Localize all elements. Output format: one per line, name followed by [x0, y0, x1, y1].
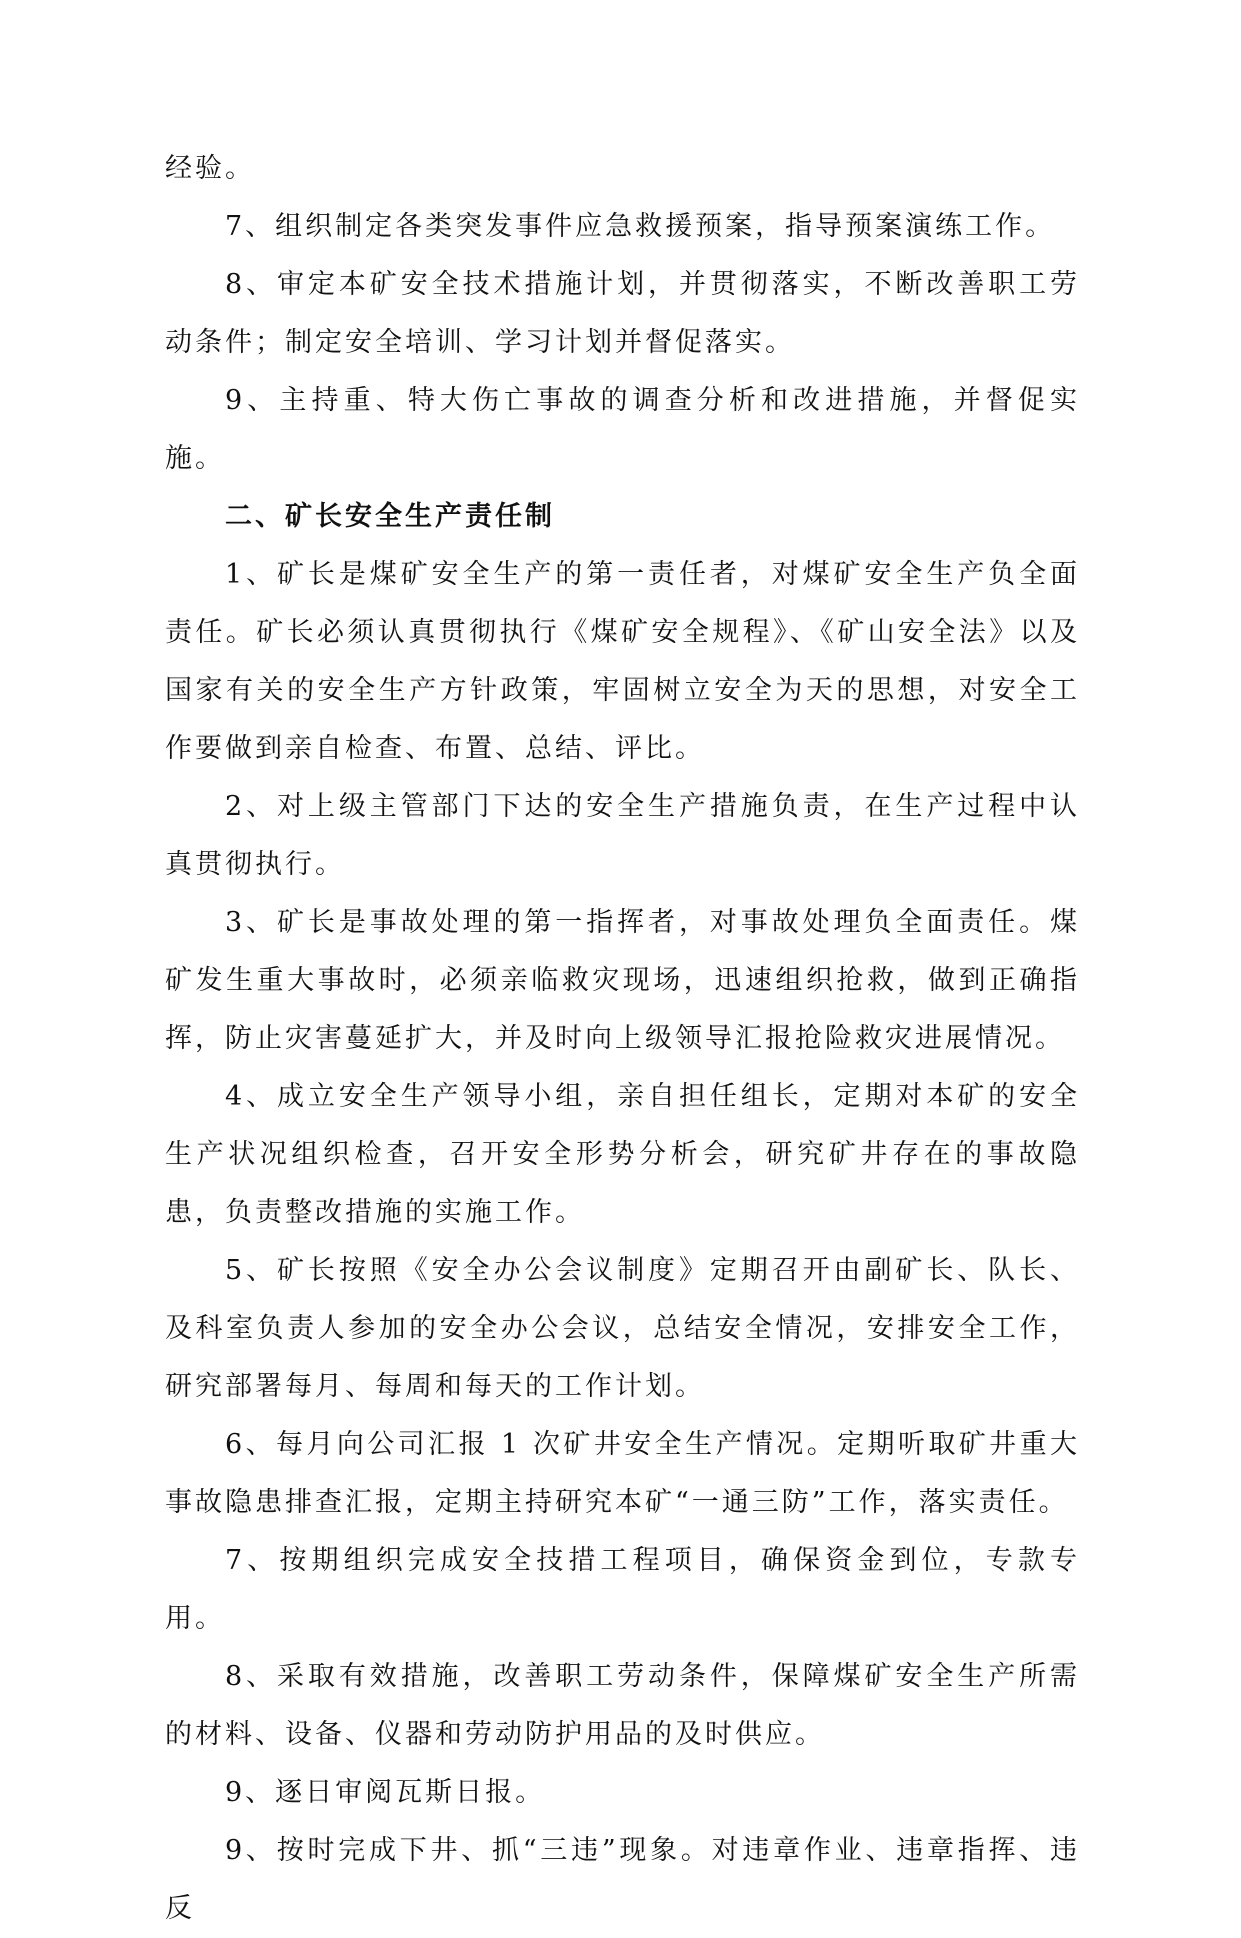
paragraph-item-7: 7、组织制定各类突发事件应急救援预案，指导预案演练工作。: [225, 211, 1056, 242]
section-paragraph-9a: 9、逐日审阅瓦斯日报。: [225, 1777, 546, 1808]
section-heading: 二、矿长安全生产责任制: [225, 501, 555, 532]
section-paragraph-3: 3、矿长是事故处理的第一指挥者，对事故处理负全面责任。煤矿发生重大事故时，必须亲临救灾现场，迅速组织抢救，做到正确指挥，防止灾害蔓延扩大，并及时向上级领导汇报抢险救灾进展情况。: [165, 907, 1080, 1054]
paragraph-item-9: 9、主持重、特大伤亡事故的调查分析和改进措施，并督促实施。: [165, 385, 1080, 474]
continuation-text: 经验。: [165, 153, 255, 184]
section-paragraph-6: 6、每月向公司汇报 1 次矿井安全生产情况。定期听取矿井重大事故隐患排查汇报，定期主持研究本矿“一通三防”工作，落实责任。: [165, 1429, 1080, 1518]
document-body: [165, 140, 1080, 1938]
section-paragraph-2: 2、对上级主管部门下达的安全生产措施负责，在生产过程中认真贯彻执行。: [165, 791, 1080, 880]
section-paragraph-5: 5、矿长按照《安全办公会议制度》定期召开由副矿长、队长、及科室负责人参加的安全办公会议，总结安全情况，安排安全工作，研究部署每月、每周和每天的工作计划。: [165, 1255, 1080, 1402]
section-paragraph-8: 8、采取有效措施，改善职工劳动条件，保障煤矿安全生产所需的材料、设备、仪器和劳动防护用品的及时供应。: [165, 1661, 1080, 1750]
section-paragraph-7: 7、按期组织完成安全技措工程项目，确保资金到位，专款专用。: [165, 1545, 1080, 1634]
section-paragraph-4: 4、成立安全生产领导小组，亲自担任组长，定期对本矿的安全生产状况组织检查，召开安全形势分析会，研究矿井存在的事故隐患，负责整改措施的实施工作。: [165, 1081, 1080, 1228]
paragraph-item-8: 8、审定本矿安全技术措施计划，并贯彻落实，不断改善职工劳动条件；制定安全培训、学习计划并督促落实。: [165, 269, 1080, 358]
section-paragraph-1: 1、矿长是煤矿安全生产的第一责任者，对煤矿安全生产负全面责任。矿长必须认真贯彻执行《煤矿安全规程》、《矿山安全法》以及国家有关的安全生产方针政策，牢固树立安全为天的思想，对安全工作要做到亲自检查、布置、总结、评比。: [165, 559, 1080, 764]
section-paragraph-9b: 9、按时完成下井、抓“三违”现象。对违章作业、违章指挥、违反: [165, 1835, 1080, 1924]
